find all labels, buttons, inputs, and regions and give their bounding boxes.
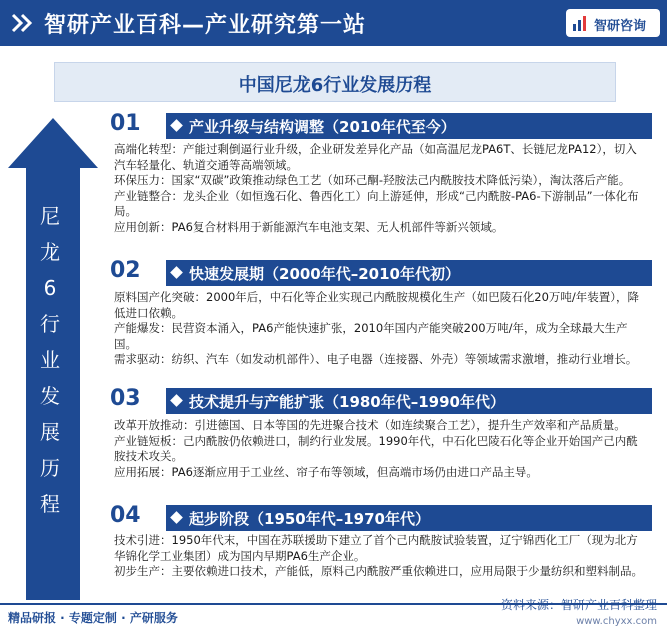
paragraph: 需求驱动：纺织、汽车（如发动机部件）、电子电器（连接器、外壳）等领域需求激增，推动行业增长。 [114, 352, 638, 367]
page-title: 中国尼龙6行业发展历程 [238, 75, 432, 96]
paragraph: 环保压力：国家“双碳”政策推动绿色工艺（如环己酮-羟胺法己内酰胺技术降低污染），淘汰落后产能。 [114, 173, 631, 188]
paragraph: 产能爆发：民营资本涌入，PA6产能快速扩张，2010年国内产能突破200万吨/年，成为全球最大生产国。 [114, 321, 628, 351]
paragraph: 产业链短板：己内酰胺仍依赖进口，制约行业发展。1990年代，中石化巴陵石化等企业开始国产己内酰胺技术攻关。 [114, 433, 638, 464]
side-label-char: 程 [40, 492, 60, 516]
section-bar [166, 260, 652, 286]
section-title: 起步阶段（1950年代–1970年代） [189, 510, 430, 528]
paragraph: 应用创新：PA6复合材料用于新能源汽车电池支架、无人机部件等新兴领域。 [114, 219, 504, 234]
chevrons-icon [10, 11, 34, 35]
section-header-03 [110, 388, 652, 414]
diamond-icon [170, 266, 183, 279]
side-label-char: 尼 [40, 204, 60, 228]
section-number: 03 [110, 386, 141, 411]
section-title: 技术提升与产能扩张（1980年代–1990年代） [189, 393, 505, 411]
section-bar [166, 505, 652, 531]
paragraph: 产业链整合：龙头企业（如恒逸石化、鲁西化工）向上游延伸，形成“己内酰胺-PA6-下游制品”一体化布局。 [114, 188, 639, 219]
section-body-03 [114, 418, 644, 480]
section-title: 产业升级与结构调整（2010年代至今） [189, 118, 456, 136]
paragraph: 改革开放推动：引进德国、日本等国的先进聚合技术（如连续聚合工艺），提升生产效率和产品质量。 [114, 418, 626, 432]
side-label-char: 展 [40, 420, 60, 444]
section-title: 快速发展期（2000年代–2010年代初） [189, 265, 460, 283]
footer-url[interactable]: www.chyxx.com [576, 616, 657, 627]
section-bar [166, 388, 652, 414]
diamond-icon [170, 119, 183, 132]
section-header-02 [110, 260, 652, 286]
diamond-icon [170, 394, 183, 407]
site-title: 智研产业百科—产业研究第一站 [44, 13, 367, 38]
section-body-02 [114, 290, 644, 368]
side-label-char: 业 [40, 348, 60, 372]
section-body-01 [114, 142, 644, 236]
brand-logo[interactable] [566, 9, 660, 37]
side-label-char: 行 [40, 312, 60, 336]
section-header-01 [110, 113, 652, 139]
side-label-char: 6 [43, 276, 57, 300]
section-number: 04 [110, 503, 141, 528]
paragraph: 应用拓展：PA6逐渐应用于工业丝、帘子布等领域，但高端市场仍由进口产品主导。 [114, 464, 538, 479]
section-number: 01 [110, 111, 141, 136]
footer-services: 精品研报 · 专题定制 · 产研服务 [8, 611, 178, 625]
section-header-04 [110, 505, 652, 531]
side-label-char: 历 [40, 456, 60, 480]
side-label [30, 198, 70, 522]
section-number: 02 [110, 258, 141, 283]
section-body-04 [114, 533, 644, 580]
title-banner [54, 62, 616, 102]
brand-name: 智研咨询 [594, 19, 647, 34]
brand-chart-icon [572, 14, 590, 32]
paragraph: 初步生产：主要依赖进口技术，产能低，原料己内酰胺严重依赖进口，应用局限于少量纺织和塑料制品。 [114, 564, 643, 579]
side-label-char: 龙 [40, 240, 60, 264]
section-bar [166, 113, 652, 139]
diamond-icon [170, 511, 183, 524]
paragraph: 原料国产化突破：2000年后，中石化等企业实现己内酰胺规模化生产（如巴陵石化20万吨/年装置），降低进口依赖。 [114, 290, 640, 320]
paragraph: 技术引进：1950年代末，中国在苏联援助下建立了首个己内酰胺试验装置，辽宁锦西化工厂（现为北方华锦化学工业集团）成为国内早期PA6生产企业。 [114, 533, 638, 563]
footer-source: 资料来源：智研产业百科整理 [500, 598, 657, 612]
side-label-char: 发 [40, 384, 60, 408]
top-header [0, 0, 667, 46]
paragraph: 高端化转型：产能过剩倒逼行业升级，企业研发差异化产品（如高温尼龙PA6T、长链尼龙PA12），切入汽车轻量化、轨道交通等高端领域。 [114, 142, 637, 172]
